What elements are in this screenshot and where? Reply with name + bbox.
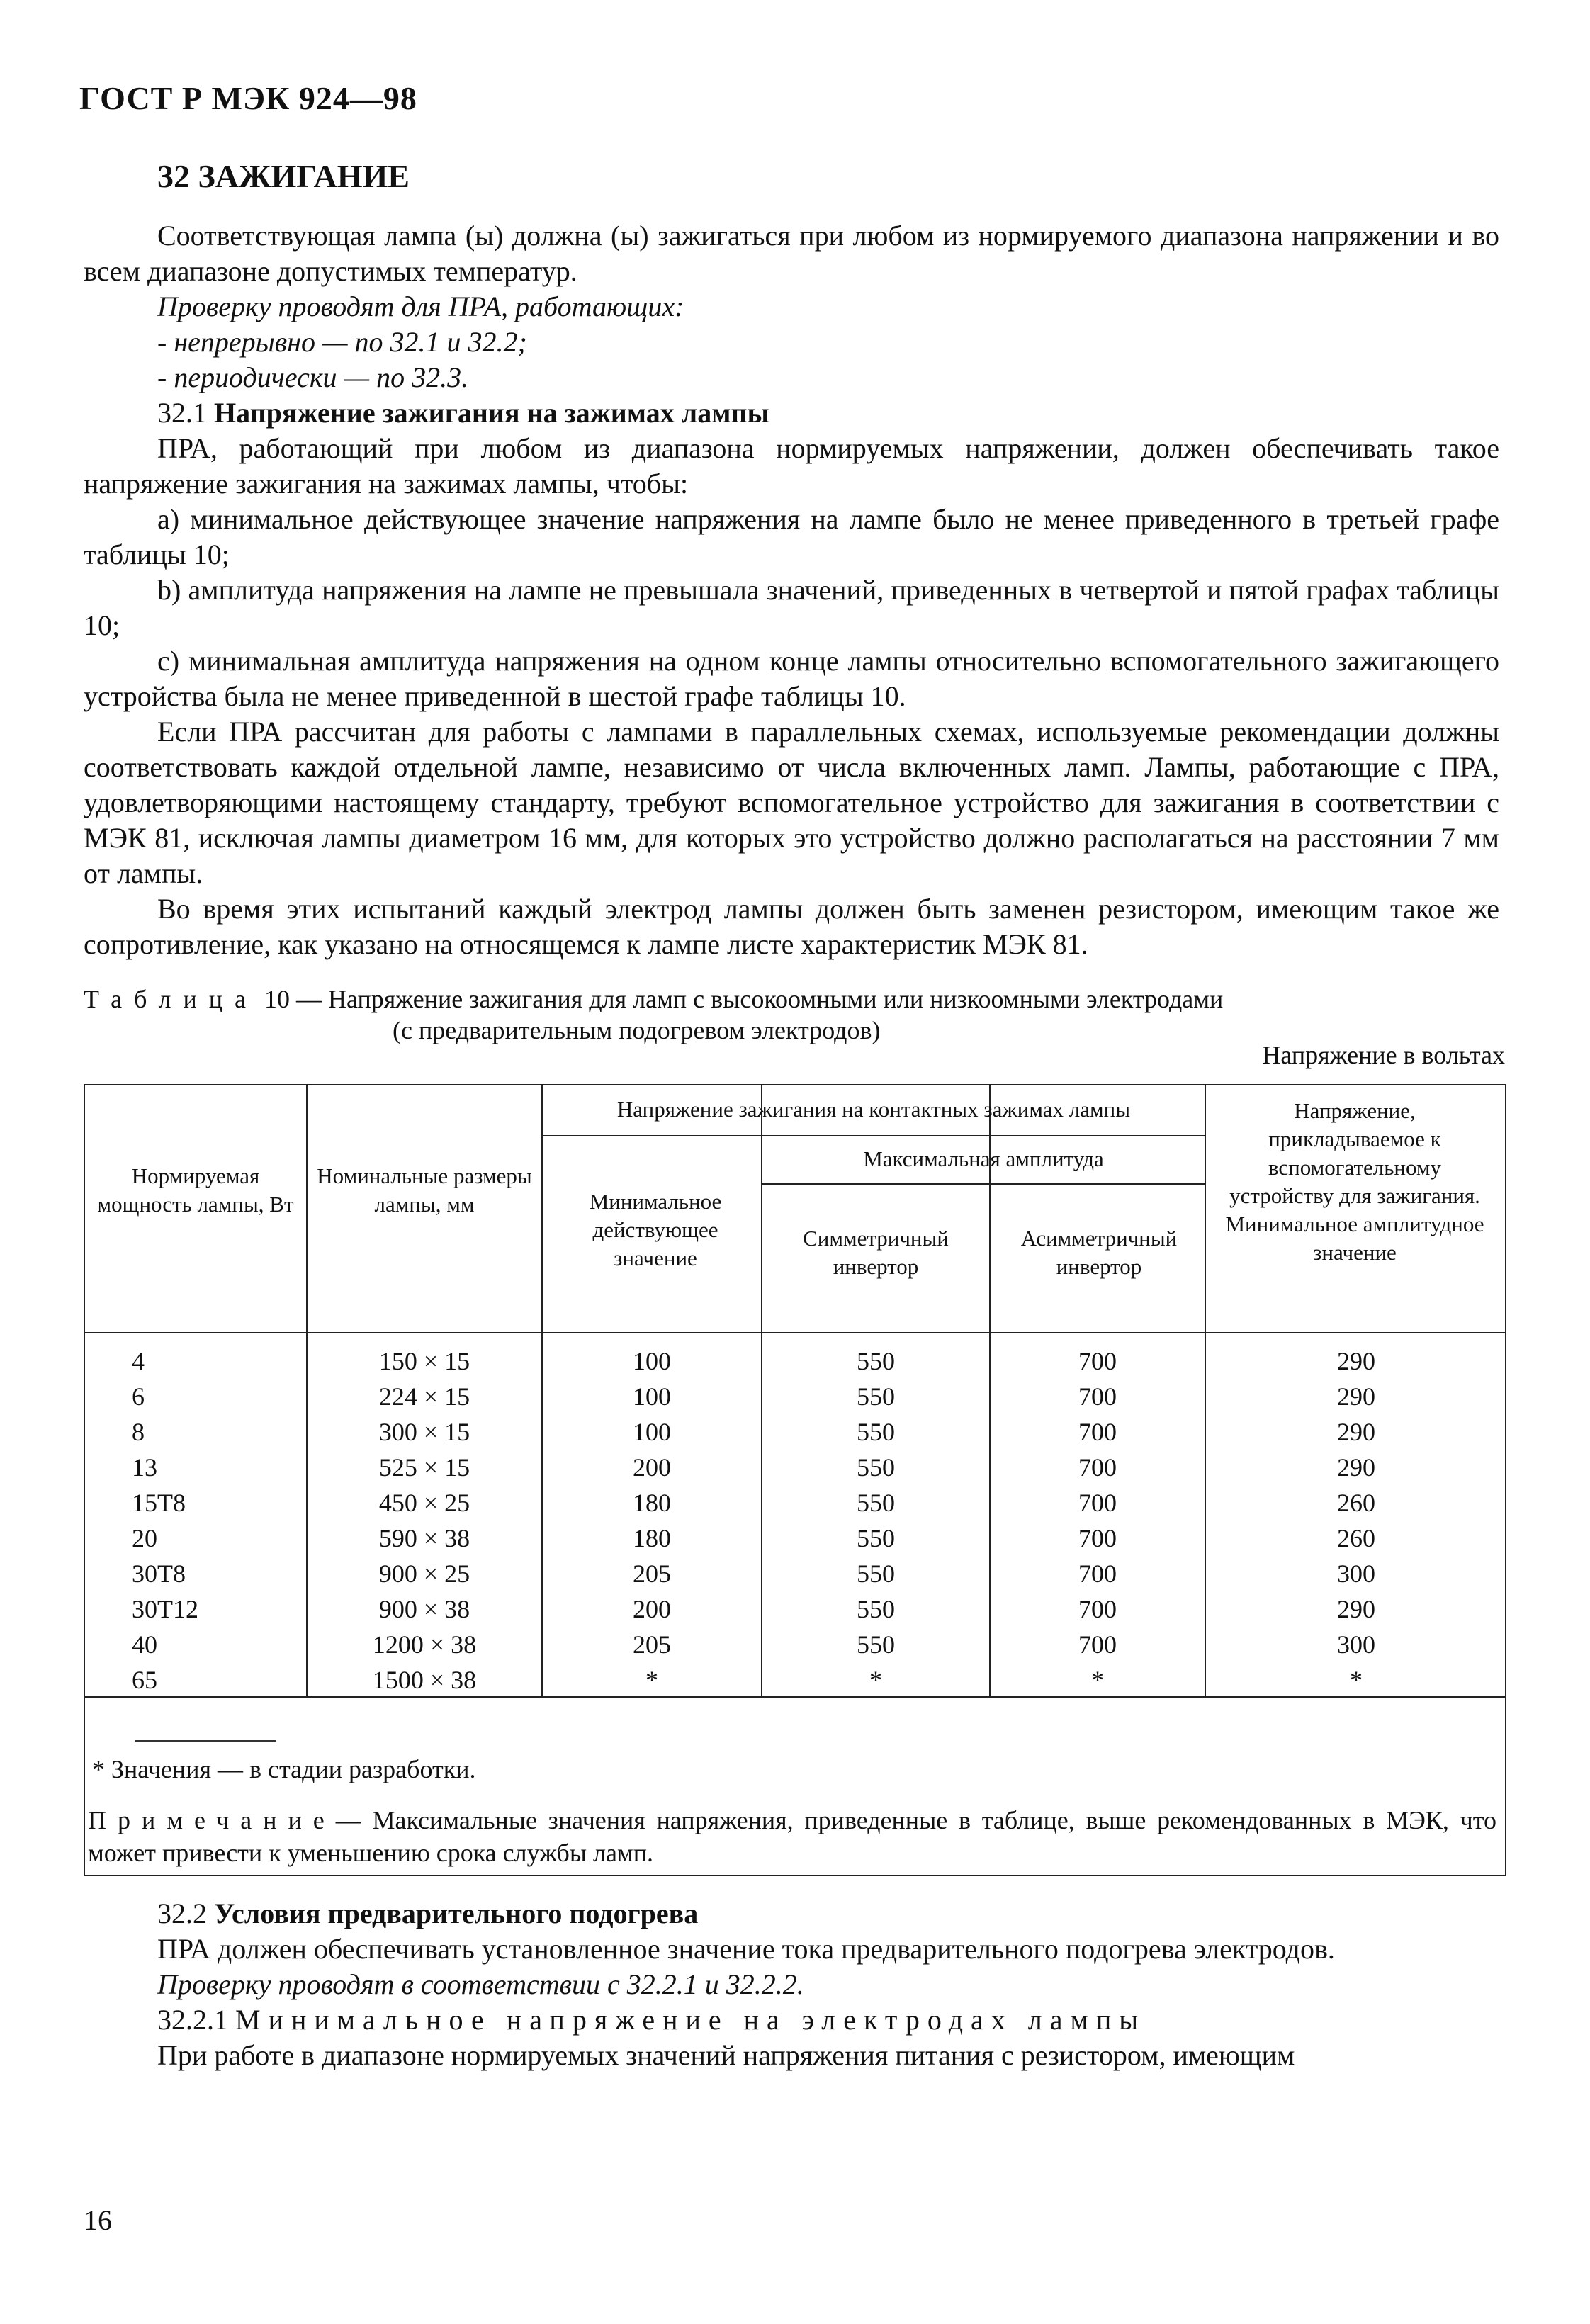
- cell-aux: 290: [1337, 1595, 1375, 1623]
- cell-power: 65: [132, 1666, 157, 1694]
- cell-sym: 550: [857, 1559, 895, 1588]
- cell-dims: 150 × 15: [378, 1347, 470, 1375]
- header-symmetric: Симметричный инвертор: [803, 1226, 949, 1279]
- cell-min: 180: [633, 1489, 671, 1517]
- cell-asym: 700: [1078, 1595, 1117, 1623]
- cell-sym: 550: [857, 1595, 895, 1623]
- cell-sym: 550: [857, 1524, 895, 1552]
- table-units: Напряжение в вольтах: [1262, 1041, 1505, 1069]
- cell-asym: 700: [1078, 1418, 1117, 1446]
- section-title: 32 ЗАЖИГАНИЕ: [157, 158, 410, 194]
- table-caption-label: Таблица: [84, 985, 258, 1013]
- cell-asym: 700: [1078, 1559, 1117, 1588]
- list-item: а) минимальное действующее значение напряжения на лампе было не менее приведенного в третьей графе таблицы 10;: [84, 503, 1499, 570]
- cell-min: *: [645, 1666, 658, 1694]
- header-dims: Номинальные размеры лампы, мм: [317, 1163, 532, 1217]
- cell-min: 200: [633, 1595, 671, 1623]
- cell-aux: *: [1350, 1666, 1363, 1694]
- cell-dims: 450 × 25: [378, 1489, 470, 1517]
- list-item: b) амплитуда напряжения на лампе не превышала значений, приведенных в четвертой и пятой графах таблицы 10;: [84, 574, 1499, 641]
- cell-sym: 550: [857, 1347, 895, 1375]
- check-text: Проверку проводят в соответствии с 32.2.1 и 32.2.2.: [157, 1968, 804, 2000]
- subsection-title: Напряжение зажигания на зажимах лампы: [214, 397, 769, 429]
- document-code: ГОСТ Р МЭК 924—98: [79, 80, 417, 116]
- cell-aux: 260: [1337, 1489, 1375, 1517]
- header-ignition-group: Напряжение зажигания на контактных зажимах лампы: [616, 1097, 1131, 1122]
- paragraph: Соответствующая лампа (ы) должна (ы) зажигаться при любом из нормируемого диапазона напряжении и во всем диапазоне допустимых температур.: [84, 220, 1499, 287]
- subsection-title: Условия предварительного подогрева: [214, 1897, 699, 1929]
- cell-min: 205: [633, 1559, 671, 1588]
- table-line: [761, 1085, 762, 1696]
- note-text: — Максимальные значения напряжения, приведенные в таблице, выше рекомендованных в МЭК, что может привести к уменьшению срока службы ламп.: [88, 1806, 1496, 1867]
- cell-min: 200: [633, 1453, 671, 1482]
- subsection-title: Минимальное напряжение на электродах лампы: [235, 2004, 1146, 2036]
- check-intro: Проверку проводят для ПРА, работающих:: [157, 290, 684, 322]
- paragraph: ПРА, работающий при любом из диапазона нормируемых напряжении, должен обеспечивать такое напряжение зажигания на зажимах лампы, чтобы:: [84, 432, 1499, 500]
- cell-sym: 550: [857, 1418, 895, 1446]
- paragraph: Во время этих испытаний каждый электрод лампы должен быть заменен резистором, имеющим такое же сопротивление, как указано на относящемся к лампе листе характеристик МЭК 81.: [84, 893, 1499, 960]
- table-footnote: * Значения — в стадии разработки.: [92, 1755, 476, 1783]
- cell-asym: 700: [1078, 1489, 1117, 1517]
- table-line: [1205, 1085, 1206, 1696]
- cell-sym: *: [869, 1666, 882, 1694]
- cell-asym: 700: [1078, 1347, 1117, 1375]
- header-asymmetric: Асимметричный инвертор: [1020, 1226, 1178, 1279]
- table-line: [989, 1085, 991, 1696]
- cell-dims: 900 × 38: [378, 1595, 470, 1623]
- table-line: [306, 1085, 308, 1696]
- cell-asym: 700: [1078, 1453, 1117, 1482]
- cell-min: 180: [633, 1524, 671, 1552]
- note-label: Примечание: [88, 1806, 336, 1834]
- cell-power: 30T8: [132, 1559, 186, 1588]
- header-max-amp-group: Максимальная амплитуда: [863, 1146, 1104, 1171]
- cell-min: 100: [633, 1418, 671, 1446]
- footnote-rule: [135, 1740, 276, 1742]
- cell-sym: 550: [857, 1630, 895, 1659]
- cell-aux: 290: [1337, 1382, 1375, 1411]
- header-power: Нормируемая мощность лампы, Вт: [97, 1163, 294, 1217]
- section-body: [84, 218, 1499, 962]
- cell-min: 100: [633, 1382, 671, 1411]
- subsection-heading: [84, 1896, 1499, 1931]
- cell-aux: 300: [1337, 1630, 1375, 1659]
- cell-power: 6: [132, 1382, 145, 1411]
- table-line: [761, 1183, 1205, 1185]
- header-min-rms: Минимальное действующее значение: [589, 1189, 722, 1270]
- cell-dims: 224 × 15: [378, 1382, 470, 1411]
- cell-dims: 1200 × 38: [372, 1630, 477, 1659]
- check-item: - непрерывно — по 32.1 и 32.2;: [157, 326, 527, 358]
- cell-aux: 290: [1337, 1347, 1375, 1375]
- cell-dims: 1500 × 38: [372, 1666, 477, 1694]
- cell-dims: 300 × 15: [378, 1418, 470, 1446]
- cell-aux: 260: [1337, 1524, 1375, 1552]
- cell-sym: 550: [857, 1453, 895, 1482]
- cell-asym: 700: [1078, 1524, 1117, 1552]
- cell-power: 30T12: [132, 1595, 198, 1623]
- table-line: [85, 1332, 1505, 1333]
- subsection-heading: [84, 2002, 1499, 2038]
- cell-aux: 290: [1337, 1453, 1375, 1482]
- cell-sym: 550: [857, 1489, 895, 1517]
- table-caption: [84, 983, 1223, 1046]
- cell-aux: 300: [1337, 1559, 1375, 1588]
- subsection-heading: [84, 395, 1499, 431]
- paragraph: Если ПРА рассчитан для работы с лампами в параллельных схемах, используемые рекомендации должны соответствовать каждой отдельной лампе, независимо от числа включенных ламп. Лампы, работающие с ПРА, удовлетворяющими настоящему стандарту, требуют вспомогательное устройство для зажигания в соответствии с МЭК 81, исключая лампы диаметром 16 мм, для которых это устройство должно располагаться на расстоянии 7 мм от лампы.: [84, 716, 1499, 889]
- section-body-continued: [84, 1896, 1499, 2073]
- cell-power: 20: [132, 1524, 157, 1552]
- cell-sym: 550: [857, 1382, 895, 1411]
- cell-dims: 525 × 15: [378, 1453, 470, 1482]
- table-line: [85, 1696, 1505, 1698]
- header-aux: Напряжение, прикладываемое к вспомогательному устройству для зажигания. Минимальное амплитудное значение: [1225, 1098, 1484, 1265]
- list-item: с) минимальная амплитуда напряжения на одном конце лампы относительно вспомогательного зажигающего устройства была не менее приведенной в шестой графе таблицы 10.: [84, 645, 1499, 712]
- paragraph: ПРА должен обеспечивать установленное значение тока предварительного подогрева электродов.: [157, 1933, 1335, 1965]
- cell-power: 13: [132, 1453, 157, 1482]
- table-line: [541, 1085, 543, 1696]
- check-item: - периодически — по 32.3.: [157, 361, 469, 393]
- subsection-number: 32.1: [157, 397, 207, 429]
- subsection-number: 32.2: [157, 1897, 207, 1929]
- page-number: 16: [84, 2204, 112, 2236]
- table-line: [541, 1135, 1205, 1136]
- cell-power: 8: [132, 1418, 145, 1446]
- cell-min: 100: [633, 1347, 671, 1375]
- subsection-number: 32.2.1: [157, 2004, 228, 2036]
- table-note: [88, 1804, 1496, 1869]
- cell-power: 40: [132, 1630, 157, 1659]
- table-caption-text: 10 — Напряжение зажигания для ламп с высокоомными или низкоомными электродами: [264, 985, 1224, 1013]
- cell-asym: 700: [1078, 1630, 1117, 1659]
- table-caption-sub: (с предварительным подогревом электродов): [393, 1016, 881, 1044]
- cell-dims: 590 × 38: [378, 1524, 470, 1552]
- cell-aux: 290: [1337, 1418, 1375, 1446]
- cell-dims: 900 × 25: [378, 1559, 470, 1588]
- paragraph: При работе в диапазоне нормируемых значений напряжения питания с резистором, имеющим: [157, 2039, 1295, 2071]
- cell-asym: 700: [1078, 1382, 1117, 1411]
- cell-min: 205: [633, 1630, 671, 1659]
- cell-power: 15T8: [132, 1489, 186, 1517]
- cell-power: 4: [132, 1347, 145, 1375]
- cell-asym: *: [1091, 1666, 1104, 1694]
